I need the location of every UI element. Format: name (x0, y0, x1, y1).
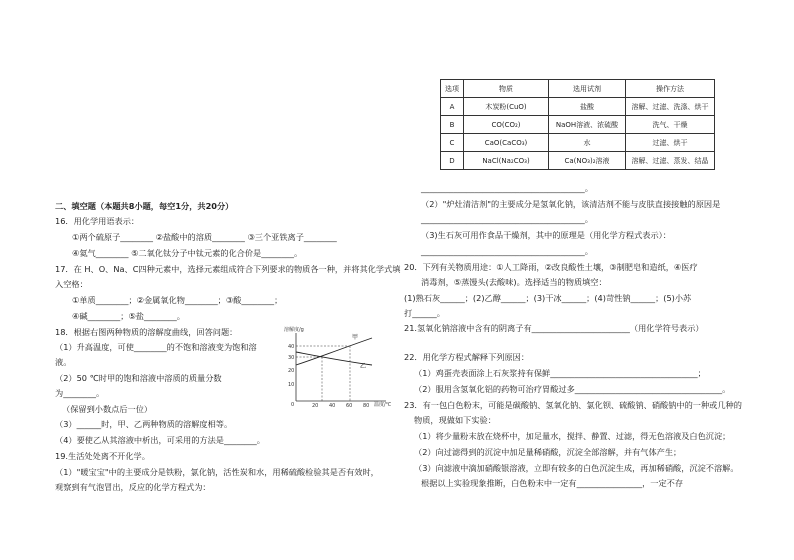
section-heading: 二、填空题（本题共8小题，每空1分，共20分） (55, 201, 234, 211)
table-cell: CO(CO₂) (464, 116, 549, 134)
question-22-part-1: （1）鸡蛋壳表面涂上石灰浆持有保鲜____________________________________； (414, 368, 706, 378)
table-header-row (441, 80, 715, 98)
question-18-part-1-cont: 液。 (55, 357, 72, 367)
y-tick-label: 20 (288, 368, 295, 374)
table-header: 选项 (441, 80, 464, 98)
table-cell: C (441, 134, 464, 152)
table-cell: NaOH溶液、浓硫酸 (549, 116, 626, 134)
graph-xlabel: 温度/℃ (374, 402, 392, 408)
y-tick-label: 10 (288, 382, 295, 388)
solubility-graph (282, 325, 394, 410)
question-21: 21.氢氧化钠溶液中含有的阴离子有________________________（用化学符号表示） (404, 323, 704, 333)
question-19-part-2: （2）"炉灶清洁剂"的主要成分是氢氧化钠，该清洁剂不能与皮肤直接接触的原因是 (421, 199, 721, 209)
question-23: 23．有一包白色粉末，可能是碳酸钠、氢氧化钠、氯化钡、硫酸钠、硝酸钠中的一种或几种的 (404, 400, 742, 410)
question-18: 18．根据右图两种物质的溶解度曲线，回答问题： (55, 327, 238, 337)
table-row (441, 98, 715, 116)
table-row (441, 134, 715, 152)
question-17-line-2: ④碱________；⑤盐________。 (72, 311, 185, 321)
question-16: 16．用化学用语表示： (55, 216, 140, 226)
table-cell: 水 (549, 134, 626, 152)
table-row (441, 152, 715, 170)
question-19: 19.生活处处离不开化学。 (55, 451, 150, 461)
table-row (441, 116, 715, 134)
x-tick-label: 80 (363, 403, 370, 409)
y-tick-label: 30 (288, 355, 295, 361)
question-19-part-1-cont: 观察到有气泡冒出，反应的化学方程式为： (55, 482, 211, 492)
question-17-cont: 入空格： (55, 279, 88, 289)
table-cell: 洗气、干燥 (626, 116, 715, 134)
x-tick-label: 60 (346, 403, 353, 409)
options-table (440, 79, 715, 170)
table-cell: CaO(CaCO₃) (464, 134, 549, 152)
table-cell: 溶解、过滤、蒸发、结晶 (626, 152, 715, 170)
question-18-part-1: （1）升高温度，可使________的不饱和溶液变为饱和溶 (55, 342, 257, 352)
question-16-line-1: ①两个硫原子________ ②盐酸中的溶质________ ③三个亚铁离子________ (72, 232, 337, 242)
table-header: 操作方法 (626, 80, 715, 98)
table-cell: B (441, 116, 464, 134)
question-20-blanks: (1)熟石灰______；(2)乙醇______；(3)干冰______；(4)苛性钠______；(5)小苏 (404, 293, 692, 303)
table-cell: 木炭粉(CuO) (464, 98, 549, 116)
question-19-part-1: （1）"暖宝宝"中的主要成分是铁粉，氯化钠，活性炭和水，用稀硫酸检验其是否有效时， (55, 467, 379, 477)
x-tick-label: 20 (312, 403, 319, 409)
series-label-jia: 甲 (352, 334, 359, 341)
table-cell: 溶解、过滤、洗涤、烘干 (626, 98, 715, 116)
question-20: 20．下列有关物质用途：①人工降雨，②改良酸性土壤，③制肥皂和造纸，④医疗 (404, 262, 698, 272)
question-22: 22．用化学方程式解释下列原因： (404, 352, 530, 362)
question-19-answer-3: ________________________________________。 (421, 246, 593, 256)
question-23-conclusion: 根据以上实验现象推断，白色粉末中一定有________________，一定不存 (421, 478, 684, 488)
table-header: 物质 (464, 80, 549, 98)
graph-ylabel: 溶解度/g (284, 327, 304, 333)
question-18-part-2-cont: 为________。 (55, 388, 105, 398)
question-23-step-2: （2）向过滤得到的沉淀中加足量稀硝酸，沉淀全部溶解，并有气体产生； (414, 447, 682, 457)
curve-jia (296, 338, 372, 365)
question-17-line-1: ①单质________；②金属氧化物________；③酸________； (72, 295, 283, 305)
question-17: 17．在 H、O、Na、C四种元素中，选择元素组成符合下列要求的物质各一种，并将其化学式填 (55, 264, 401, 274)
question-19-answer-2: ________________________________________。 (421, 214, 593, 224)
question-20-cont: 消毒剂，⑤蒸馒头(去酸味)。选择适当的物质填空： (421, 277, 607, 287)
question-20-blanks-cont: 打______。 (404, 308, 445, 318)
question-22-part-2: （2）服用含氢氧化铝的药物可治疗胃酸过多____________________________________。 (414, 384, 731, 394)
series-label-yi: 乙 (360, 363, 367, 370)
question-18-note: （保留到小数点后一位） (62, 404, 153, 414)
question-18-part-3: （3）______时，甲、乙两种物质的溶解度相等。 (55, 419, 233, 429)
question-19-part-3: （3)生石灰可用作食品干燥剂，其中的原理是（用化学方程式表示）： (421, 230, 671, 240)
table-cell: A (441, 98, 464, 116)
question-18-part-2: （2）50 ℃时甲的饱和溶液中溶质的质量分数 (55, 373, 222, 383)
table-cell: D (441, 152, 464, 170)
question-23-cont: 物质，现做如下实验： (414, 415, 496, 425)
question-18-part-4: （4）要使乙从其溶液中析出，可采用的方法是________。 (55, 435, 265, 445)
table-cell: NaCl(Na₂CO₃) (464, 152, 549, 170)
question-23-step-3: （3）向滤液中滴加硝酸银溶液，立即有较多的白色沉淀生成，再加稀硝酸，沉淀不溶解。 (414, 463, 739, 473)
question-19-answer-1: ________________________________________。 (421, 183, 593, 193)
x-tick-label: 40 (329, 403, 336, 409)
y-tick-label: 40 (288, 344, 295, 350)
table-cell: 盐酸 (549, 98, 626, 116)
table-header: 选用试剂 (549, 80, 626, 98)
question-23-step-1: （1）将少量粉末放在烧杯中，加足量水，搅拌、静置、过滤，得无色溶液及白色沉淀； (414, 431, 731, 441)
y-tick-label: 0 (291, 402, 295, 408)
question-16-line-2: ④氦气________ ⑤二氧化钛分子中钛元素的化合价是________。 (72, 248, 303, 258)
table-cell: 过滤、烘干 (626, 134, 715, 152)
table-cell: Ca(NO₃)₂溶液 (549, 152, 626, 170)
